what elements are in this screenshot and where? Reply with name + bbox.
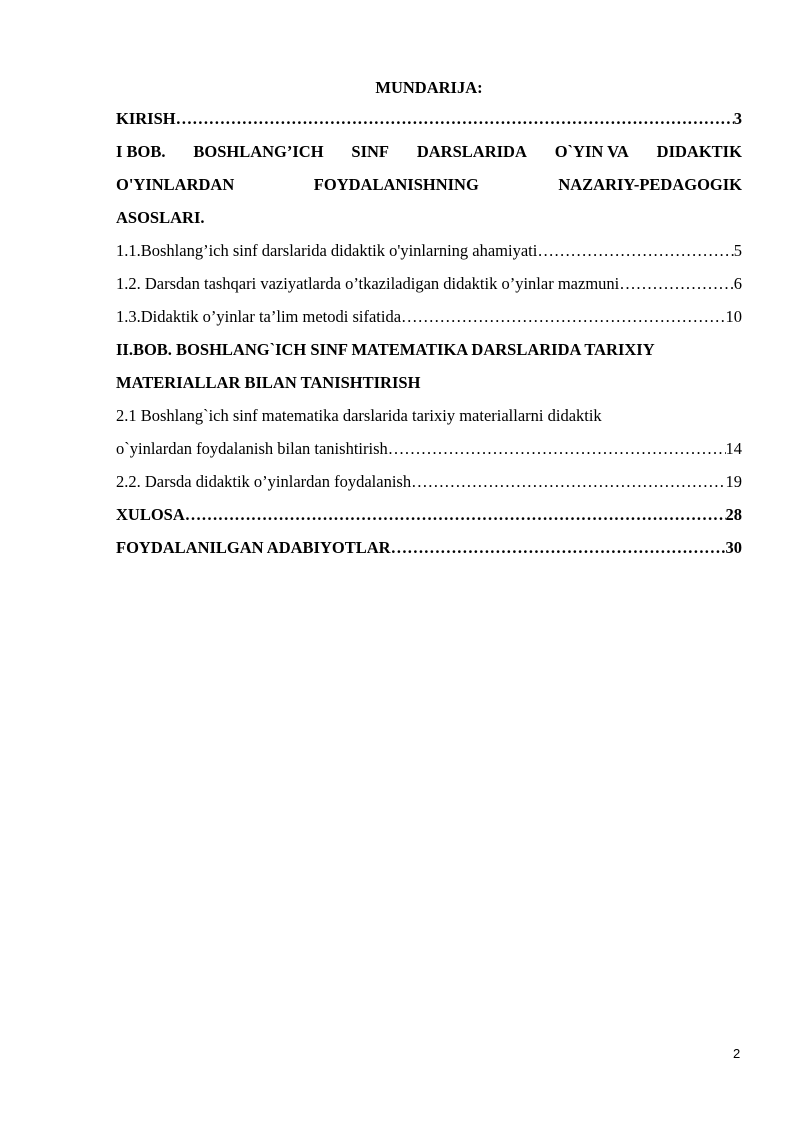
dot-leader xyxy=(391,531,726,564)
dot-leader xyxy=(619,267,734,300)
toc-entry-1-1 xyxy=(116,234,742,267)
toc-entry-page: 30 xyxy=(725,538,742,557)
chapter2-heading-line2: MATERIALLAR BILAN TANISHTIRISH xyxy=(116,373,421,392)
chapter1-heading-line3: ASOSLARI. xyxy=(116,208,205,227)
toc-entry-2-1 xyxy=(116,432,742,465)
toc-entry-xulosa xyxy=(116,498,742,531)
dot-leader xyxy=(388,432,726,465)
toc-entry-label: 2.2. Darsda didaktik o’yinlardan foydalanish xyxy=(116,472,412,491)
dot-leader xyxy=(185,498,726,531)
toc-title: MUNDARIJA: xyxy=(375,78,483,97)
toc-entry-page: 3 xyxy=(733,109,742,128)
toc-entry-label: XULOSA xyxy=(116,505,185,524)
page-number: 2 xyxy=(733,1046,741,1061)
heading-word: DIDAKTIK xyxy=(656,142,742,161)
toc-entry-label: o`yinlardan foydalanish bilan tanishtirish xyxy=(116,439,388,458)
heading-word: NAZARIY-PEDAGOGIK xyxy=(558,175,742,194)
toc-entry-page: 28 xyxy=(725,505,742,524)
dot-leader xyxy=(401,300,725,333)
toc-entry-adabiyotlar xyxy=(116,531,742,564)
dot-leader xyxy=(411,465,725,498)
chapter1-heading-line2 xyxy=(116,168,742,201)
toc-entry-page: 10 xyxy=(725,307,742,326)
toc-entry-page: 14 xyxy=(725,439,742,458)
toc-entry-kirish xyxy=(116,102,742,135)
toc-entry-page: 19 xyxy=(725,472,742,491)
toc-entry-label: FOYDALANILGAN ADABIYOTLAR xyxy=(116,538,391,557)
dot-leader xyxy=(537,234,733,267)
heading-word: O`YIN VA xyxy=(554,142,629,161)
toc-entry-page: 5 xyxy=(733,241,742,260)
chapter1-heading-line1 xyxy=(116,135,742,168)
table-of-contents xyxy=(116,74,742,564)
heading-word: I BOB. xyxy=(116,142,166,161)
toc-entry-2-1-line1: 2.1 Boshlang`ich sinf matematika darslarida tarixiy materiallarni didaktik xyxy=(116,406,602,425)
toc-entry-2-2 xyxy=(116,465,742,498)
toc-entry-1-3 xyxy=(116,300,742,333)
toc-entry-label: KIRISH xyxy=(116,109,176,128)
toc-entry-1-2 xyxy=(116,267,742,300)
toc-entry-page: 6 xyxy=(733,274,742,293)
heading-word: BOSHLANG’ICH xyxy=(193,142,324,161)
heading-word: FOYDALANISHNING xyxy=(313,175,479,194)
heading-word: SINF xyxy=(351,142,389,161)
chapter2-heading-line1: II.BOB. BOSHLANG`ICH SINF MATEMATIKA DARSLARIDA TARIXIY xyxy=(116,340,655,359)
heading-word: O'YINLARDAN xyxy=(116,175,235,194)
toc-entry-label: 1.3.Didaktik o’yinlar ta’lim metodi sifatida xyxy=(116,307,402,326)
toc-entry-label: 1.2. Darsdan tashqari vaziyatlarda o’tkaziladigan didaktik o’yinlar mazmuni xyxy=(116,274,620,293)
toc-entry-label: 1.1.Boshlang’ich sinf darslarida didaktik o'yinlarning ahamiyati xyxy=(116,241,538,260)
heading-word: DARSLARIDA xyxy=(416,142,527,161)
dot-leader xyxy=(176,102,734,135)
